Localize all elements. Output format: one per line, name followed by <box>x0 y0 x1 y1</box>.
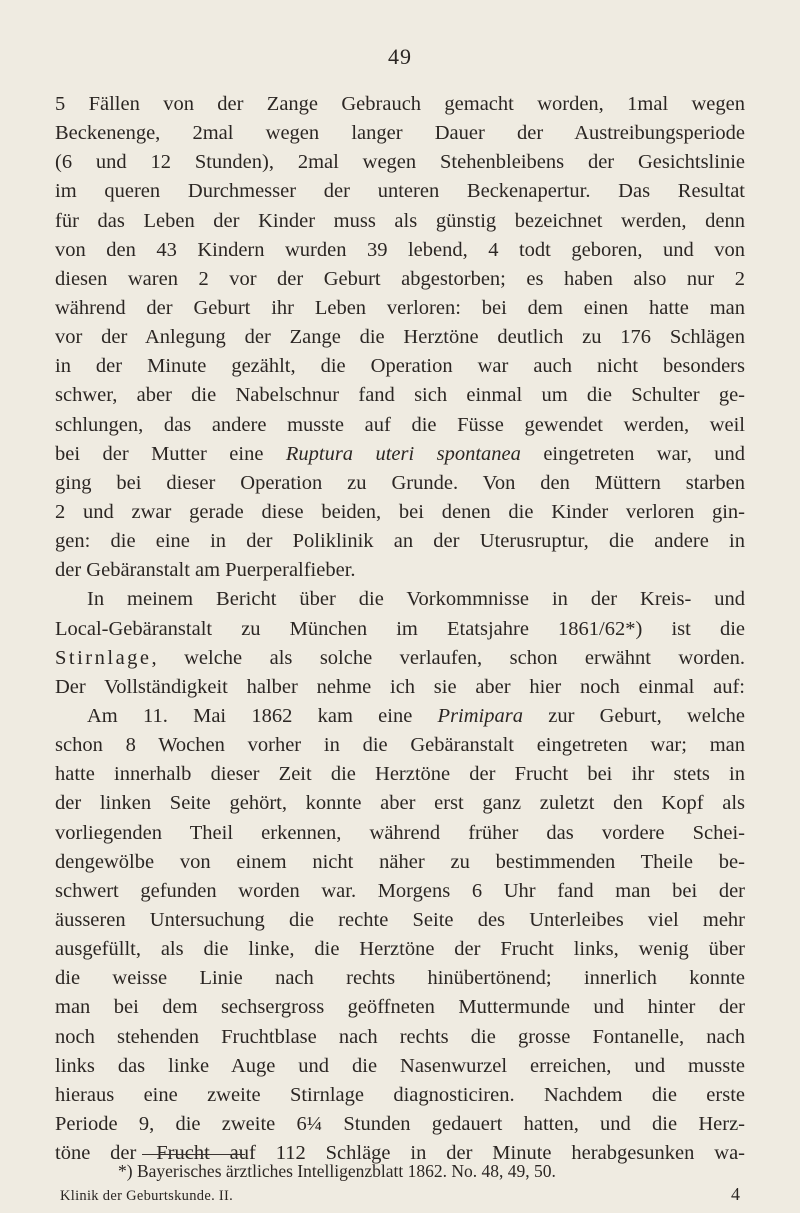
text-segment: Periode 9, die zweite 6¼ Stunden gedauert hatten, und die Herz- <box>55 1112 745 1135</box>
text-line <box>55 585 745 614</box>
text-segment: vor der Anlegung der Zange die Herztöne deutlich zu 176 Schlägen <box>55 326 745 349</box>
text-segment: bei der Mutter eine <box>55 442 286 465</box>
text-line <box>55 964 745 993</box>
text-segment: links das linke Auge und die Nasenwurzel erreichen, und musste <box>55 1054 745 1077</box>
text-line <box>55 177 745 206</box>
page-number: 49 <box>388 44 412 69</box>
text-segment: (6 und 12 Stunden), 2mal wegen Stehenbleibens der Gesichtslinie <box>55 151 745 174</box>
text-segment: Der Vollständigkeit halber nehme ich sie aber hier noch einmal auf: <box>55 675 745 698</box>
text-segment: äusseren Untersuchung die rechte Seite des Unterleibes viel mehr <box>55 908 745 931</box>
text-segment: dengewölbe von einem nicht näher zu bestimmenden Theile be- <box>55 850 745 873</box>
italic-term: Primipara <box>437 704 523 727</box>
text-segment: die weisse Linie nach rechts hinübertönend; innerlich konnte <box>55 967 745 990</box>
text-line <box>55 702 745 731</box>
text-segment: schwert gefunden worden war. Morgens 6 Uhr fand man bei der <box>55 879 745 902</box>
text-segment: Local-Gebäranstalt zu München im Etatsjahre 1861/62*) ist die <box>55 617 745 640</box>
text-line <box>55 265 745 294</box>
text-line <box>55 411 745 440</box>
text-segment: vorliegenden Theil erkennen, während früher das vordere Schei- <box>55 821 745 844</box>
text-line <box>55 731 745 760</box>
text-segment: während der Geburt ihr Leben verloren: bei dem einen hatte man <box>55 296 745 319</box>
text-line <box>55 440 745 469</box>
text-segment: hatte innerhalb dieser Zeit die Herztöne der Frucht bei ihr stets in <box>55 763 745 786</box>
footnote <box>60 1160 750 1206</box>
text-line <box>55 1023 745 1052</box>
text-line <box>55 1110 745 1139</box>
text-segment: töne der Frucht auf 112 Schläge in der Minute herabgesunken wa- <box>55 1142 745 1165</box>
text-line <box>55 760 745 789</box>
signature-number: 4 <box>731 1184 740 1204</box>
text-line <box>55 615 745 644</box>
text-segment: schlungen, das andere musste auf die Füsse gewendet werden, weil <box>55 413 745 436</box>
footnote-divider <box>142 1154 245 1155</box>
text-segment: , welche als solche verlaufen, schon erwähnt worden. <box>151 646 745 669</box>
text-segment: Am 11. Mai 1862 kam eine <box>87 704 438 727</box>
spaced-term: Stirnlage <box>55 646 152 669</box>
text-segment: noch stehenden Fruchtblase nach rechts die grosse Fontanelle, nach <box>55 1025 745 1048</box>
text-segment: schwer, aber die Nabelschnur fand sich einmal um die Schulter ge- <box>55 384 745 407</box>
text-line <box>55 556 745 585</box>
signature-line <box>60 1183 750 1206</box>
text-segment: Beckenenge, 2mal wegen langer Dauer der Austreibungsperiode <box>55 122 745 145</box>
text-line <box>55 993 745 1022</box>
body-text <box>55 90 745 1168</box>
text-line <box>55 352 745 381</box>
text-line <box>55 644 745 673</box>
footnote-text: *) Bayerisches ärztliches Intelligenzblatt 1862. No. 48, 49, 50. <box>118 1161 556 1181</box>
text-segment: 5 Fällen von der Zange Gebrauch gemacht worden, 1mal wegen <box>55 93 745 115</box>
text-line <box>55 90 745 119</box>
text-segment: zur Geburt, welche <box>522 704 745 727</box>
text-line <box>55 498 745 527</box>
text-segment: der linken Seite gehört, konnte aber erst ganz zuletzt den Kopf als <box>55 792 745 815</box>
text-segment: In meinem Bericht über die Vorkommnisse in der Kreis- und <box>87 588 745 611</box>
text-line <box>55 148 745 177</box>
text-segment: für das Leben der Kinder muss als günstig bezeichnet werden, denn <box>55 209 745 232</box>
text-segment: hieraus eine zweite Stirnlage diagnosticiren. Nachdem die erste <box>55 1083 745 1106</box>
text-line <box>55 848 745 877</box>
text-segment: eingetreten war, und <box>520 442 745 465</box>
text-line <box>55 935 745 964</box>
text-line <box>55 789 745 818</box>
text-segment: ausgefüllt, als die linke, die Herztöne der Frucht links, wenig über <box>55 938 745 961</box>
text-line <box>55 207 745 236</box>
text-segment: im queren Durchmesser der unteren Beckenapertur. Das Resultat <box>55 180 745 203</box>
text-line <box>55 527 745 556</box>
text-line <box>55 906 745 935</box>
text-segment: 2 und zwar gerade diese beiden, bei denen die Kinder verloren gin- <box>55 500 745 523</box>
text-line <box>55 469 745 498</box>
text-segment: man bei dem sechsergross geöffneten Muttermunde und hinter der <box>55 996 745 1019</box>
text-segment: von den 43 Kindern wurden 39 lebend, 4 todt geboren, und von <box>55 238 745 261</box>
italic-term: Ruptura uteri spontanea <box>285 442 521 465</box>
text-line <box>55 1052 745 1081</box>
text-line <box>55 819 745 848</box>
text-segment: schon 8 Wochen vorher in die Gebäranstalt eingetreten war; man <box>55 734 745 757</box>
text-line <box>55 119 745 148</box>
text-line <box>55 1081 745 1110</box>
text-segment: der Gebäranstalt am Puerperalfieber. <box>55 559 356 582</box>
text-segment: gen: die eine in der Poliklinik an der Uterusruptur, die andere in <box>55 530 745 553</box>
text-line <box>55 877 745 906</box>
text-line <box>55 294 745 323</box>
text-line <box>55 323 745 352</box>
text-line <box>55 381 745 410</box>
text-segment: diesen waren 2 vor der Geburt abgestorben; es haben also nur 2 <box>55 267 745 290</box>
text-segment: ging bei dieser Operation zu Grunde. Von den Müttern starben <box>55 471 745 494</box>
text-line <box>55 673 745 702</box>
text-line <box>55 236 745 265</box>
signature-mark: Klinik der Geburtskunde. II. <box>60 1188 234 1204</box>
text-segment: in der Minute gezählt, die Operation war auch nicht besonders <box>55 355 745 378</box>
